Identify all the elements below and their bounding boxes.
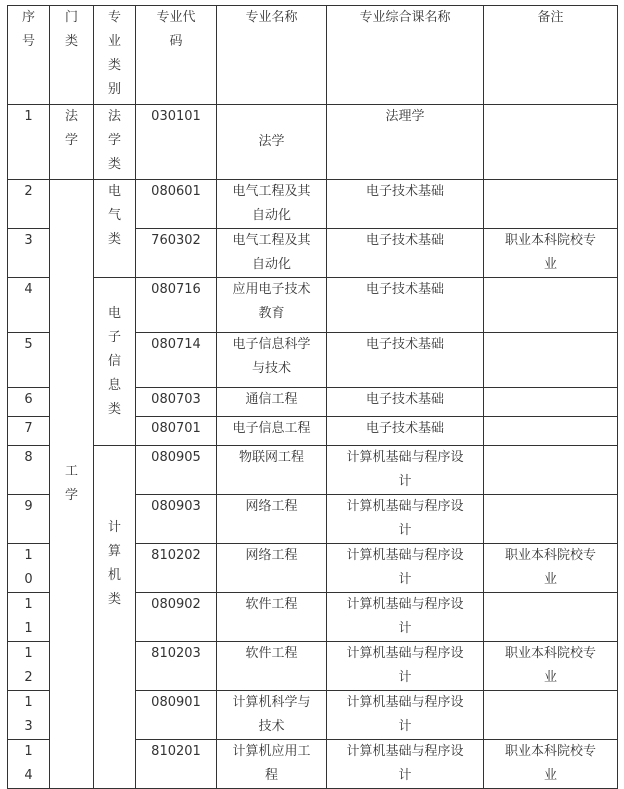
- name-cell: 物联网工程: [217, 446, 327, 495]
- course-cell: 电子技术基础: [327, 333, 484, 388]
- header-course: 专业综合课名称: [327, 6, 484, 105]
- header-name: 专业名称: [217, 6, 327, 105]
- code-cell: 080714: [136, 333, 217, 388]
- men-engineering: 工 学: [50, 180, 94, 789]
- category-computer: 计 算 机 类: [94, 446, 136, 789]
- seq-cell: 5: [8, 333, 50, 388]
- category-electronic-info: 电 子 信 息 类: [94, 278, 136, 446]
- course-cell: 计算机基础与程序设 计: [327, 740, 484, 789]
- header-category: 专 业 类 别: [94, 6, 136, 105]
- code-cell: 080903: [136, 495, 217, 544]
- remark-cell: [484, 495, 618, 544]
- code-cell: 080701: [136, 417, 217, 446]
- seq-cell: 3: [8, 229, 50, 278]
- course-cell: 计算机基础与程序设 计: [327, 495, 484, 544]
- course-cell: 计算机基础与程序设 计: [327, 593, 484, 642]
- remark-cell: 职业本科院校专 业: [484, 229, 618, 278]
- code-cell: 080902: [136, 593, 217, 642]
- table-row: [8, 278, 618, 333]
- course-cell: 计算机基础与程序设 计: [327, 642, 484, 691]
- name-cell: 通信工程: [217, 388, 327, 417]
- table-row: [8, 105, 618, 180]
- course-cell: 计算机基础与程序设 计: [327, 544, 484, 593]
- code-cell: 080716: [136, 278, 217, 333]
- code-cell: 810202: [136, 544, 217, 593]
- name-cell: 网络工程: [217, 544, 327, 593]
- category-electrical: 电 气 类: [94, 180, 136, 278]
- remark-cell: [484, 180, 618, 229]
- remark-cell: [484, 333, 618, 388]
- remark-cell: [484, 417, 618, 446]
- name-cell: 电气工程及其 自动化: [217, 180, 327, 229]
- name-cell: 网络工程: [217, 495, 327, 544]
- name-cell: 计算机科学与 技术: [217, 691, 327, 740]
- name-cell: 软件工程: [217, 593, 327, 642]
- remark-cell: [484, 278, 618, 333]
- name-cell: 电气工程及其 自动化: [217, 229, 327, 278]
- code-cell: 080703: [136, 388, 217, 417]
- remark-cell: [484, 446, 618, 495]
- seq-cell: 1 2: [8, 642, 50, 691]
- name-cell: 电子信息工程: [217, 417, 327, 446]
- table-row: [8, 446, 618, 495]
- code-cell: 030101: [136, 105, 217, 180]
- header-code: 专业代 码: [136, 6, 217, 105]
- header-remark: 备注: [484, 6, 618, 105]
- course-cell: 电子技术基础: [327, 278, 484, 333]
- name-cell: 软件工程: [217, 642, 327, 691]
- course-cell: 电子技术基础: [327, 229, 484, 278]
- code-cell: 810201: [136, 740, 217, 789]
- name-cell: 计算机应用工 程: [217, 740, 327, 789]
- seq-cell: 2: [8, 180, 50, 229]
- seq-cell: 1 1: [8, 593, 50, 642]
- code-cell: 080901: [136, 691, 217, 740]
- code-cell: 080905: [136, 446, 217, 495]
- table-row: [8, 180, 618, 229]
- seq-cell: 1 0: [8, 544, 50, 593]
- course-cell: 法理学: [327, 105, 484, 180]
- course-cell: 计算机基础与程序设 计: [327, 446, 484, 495]
- course-cell: 电子技术基础: [327, 388, 484, 417]
- course-cell: 电子技术基础: [327, 180, 484, 229]
- course-cell: 电子技术基础: [327, 417, 484, 446]
- remark-cell: 职业本科院校专 业: [484, 642, 618, 691]
- header-seq: 序 号: [8, 6, 50, 105]
- category-law: 法 学 类: [94, 105, 136, 180]
- seq-cell: 6: [8, 388, 50, 417]
- men-law: 法 学: [50, 105, 94, 180]
- seq-cell: 1 3: [8, 691, 50, 740]
- header-row: [8, 6, 618, 105]
- seq-cell: 4: [8, 278, 50, 333]
- remark-cell: [484, 105, 618, 180]
- remark-cell: 职业本科院校专 业: [484, 740, 618, 789]
- name-cell: 应用电子技术 教育: [217, 278, 327, 333]
- seq-cell: 1 4: [8, 740, 50, 789]
- course-cell: 计算机基础与程序设 计: [327, 691, 484, 740]
- header-men: 门 类: [50, 6, 94, 105]
- code-cell: 810203: [136, 642, 217, 691]
- seq-cell: 9: [8, 495, 50, 544]
- remark-cell: [484, 593, 618, 642]
- code-cell: 080601: [136, 180, 217, 229]
- remark-cell: 职业本科院校专 业: [484, 544, 618, 593]
- seq-cell: 8: [8, 446, 50, 495]
- seq-cell: 1: [8, 105, 50, 180]
- code-cell: 760302: [136, 229, 217, 278]
- name-cell: 法学: [217, 105, 327, 180]
- remark-cell: [484, 691, 618, 740]
- majors-table: [7, 5, 618, 789]
- name-cell: 电子信息科学 与技术: [217, 333, 327, 388]
- seq-cell: 7: [8, 417, 50, 446]
- remark-cell: [484, 388, 618, 417]
